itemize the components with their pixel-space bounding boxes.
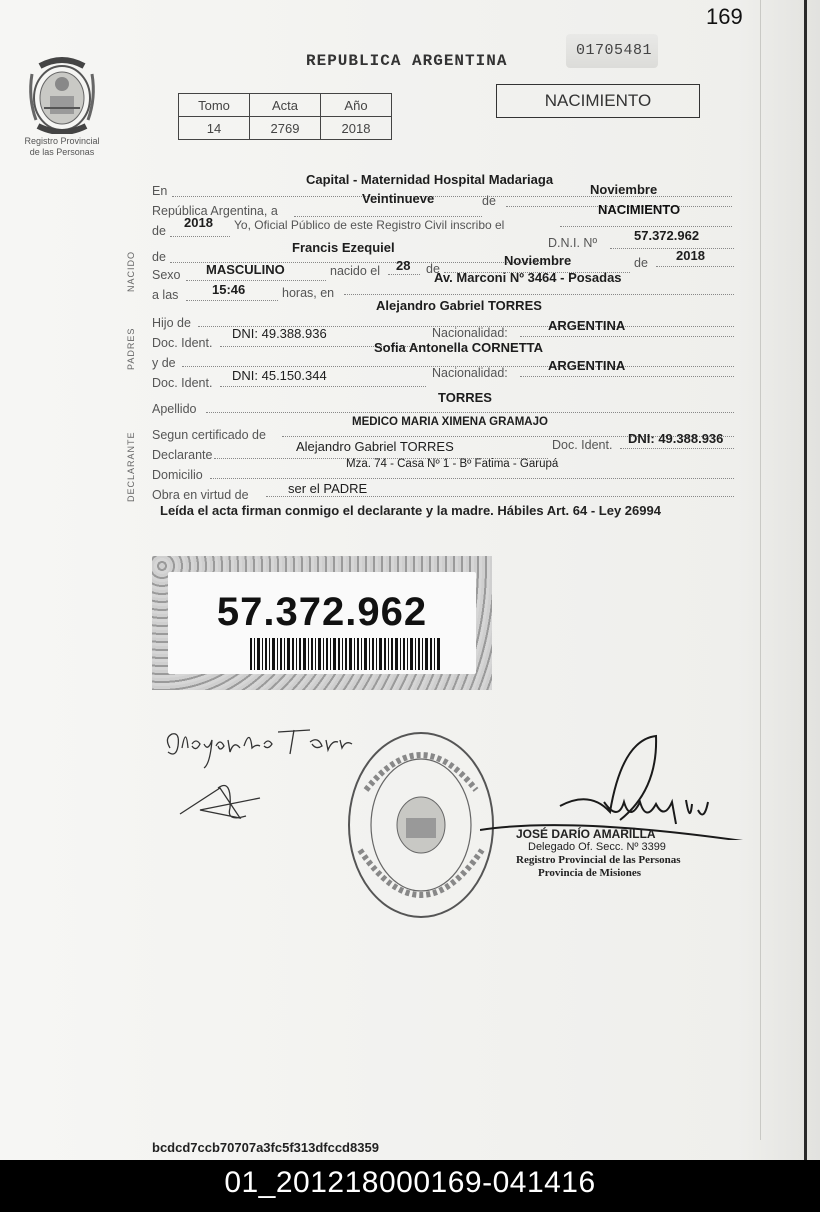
value-declarant-address: Mza. 74 - Casa Nº 1 - Bº Fatima - Garupá: [346, 458, 559, 470]
reference-table: [178, 93, 392, 140]
value-birth-month: Noviembre: [504, 253, 572, 268]
value-sex: MASCULINO: [206, 262, 285, 277]
label-de-year: de: [152, 224, 166, 238]
value-birth-address: Av. Marconi Nº 3464 - Posadas: [434, 270, 622, 285]
label-sexo: Sexo: [152, 268, 181, 282]
label-declarant-doc: Doc. Ident.: [552, 438, 613, 452]
registry-caption-line2: de las Personas: [29, 147, 95, 157]
value-birth-year: 2018: [676, 248, 705, 263]
label-mother-nationality: Nacionalidad:: [432, 366, 508, 380]
value-month: Noviembre: [590, 182, 658, 197]
label-father-doc: Doc. Ident.: [152, 336, 213, 350]
label-oficial-text: Yo, Oficial Público de este Registro Civil inscribo el: [234, 218, 505, 232]
official-stamp: [516, 828, 716, 880]
page-number: 169: [706, 4, 743, 29]
line-birth-year: [656, 266, 734, 267]
official-title: Delegado Of. Secc. Nº 3399: [528, 841, 666, 853]
value-acta: 2769: [250, 117, 321, 140]
dni-sticker: [152, 556, 492, 690]
side-label-declarante: DECLARANTE: [126, 431, 136, 502]
official-registry: Registro Provincial de las Personas: [516, 854, 681, 866]
line-sex: [186, 280, 326, 281]
label-a-las: a las: [152, 288, 179, 302]
label-mother-doc: Doc. Ident.: [152, 376, 213, 390]
reference-table-values: [179, 117, 392, 140]
document-hash: bcdcd7ccb70707a3fc5f313dfccd8359: [152, 1140, 379, 1155]
value-declarant-doc: DNI: 49.388.936: [628, 431, 724, 446]
header-acta: Acta: [250, 94, 321, 117]
serial-number: 01705481: [576, 42, 653, 59]
value-father-nationality: ARGENTINA: [548, 318, 626, 333]
line-surname: [206, 412, 734, 413]
label-dni-no: D.N.I. Nº: [548, 236, 598, 250]
side-label-nacido: NACIDO: [126, 250, 136, 292]
value-child-dni: 57.372.962: [634, 228, 700, 243]
value-year: 2018: [184, 215, 213, 230]
label-nacido-el: nacido el: [330, 264, 381, 278]
value-birth-time: 15:46: [212, 282, 246, 297]
label-apellido: Apellido: [152, 402, 197, 416]
side-label-padres: PADRES: [126, 327, 136, 370]
label-de-name: de: [152, 250, 166, 264]
value-tomo: 14: [179, 117, 250, 140]
declarant-signature: [160, 718, 360, 838]
registry-caption: [14, 136, 110, 158]
label-declarante: Declarante: [152, 448, 213, 462]
value-act-type: NACIMIENTO: [598, 202, 681, 217]
label-obra-virtud: Obra en virtud de: [152, 488, 249, 502]
dni-sticker-number: 57.372.962: [216, 590, 428, 634]
registry-caption-line1: Registro Provincial: [24, 136, 100, 146]
serial-number-box: [566, 34, 658, 68]
value-anio: 2018: [321, 117, 392, 140]
value-birth-day: 28: [396, 258, 411, 273]
record-type-box: NACIMIENTO: [496, 84, 700, 118]
value-certificate-by: MEDICO MARIA XIMENA GRAMAJO: [352, 416, 548, 428]
line-by-virtue: [266, 496, 734, 497]
value-father-doc: DNI: 49.388.936: [232, 326, 327, 341]
line-declarant-doc: [620, 448, 734, 449]
label-segun-certificado: Segun certificado de: [152, 428, 266, 442]
label-hijo-de: Hijo de: [152, 316, 191, 330]
line-year: [170, 236, 230, 237]
value-mother-nationality: ARGENTINA: [548, 358, 626, 373]
country-title: REPUBLICA ARGENTINA: [306, 52, 508, 70]
dni-sticker-inner: [168, 572, 476, 674]
label-father-nationality: Nacionalidad:: [432, 326, 508, 340]
line-declarant-address: [210, 478, 734, 479]
barcode-icon: [250, 638, 440, 670]
label-domicilio: Domicilio: [152, 468, 203, 482]
line-father-nationality: [520, 336, 734, 337]
official-signature: [480, 730, 750, 840]
official-seal: [346, 730, 496, 920]
value-declarant-name: Alejandro Gabriel TORRES: [296, 439, 454, 454]
footer-id: 01_201218000169-041416: [224, 1166, 596, 1199]
label-republica-a: República Argentina, a: [152, 204, 278, 218]
line-mother-doc: [220, 386, 426, 387]
value-child-name: Francis Ezequiel: [292, 240, 395, 255]
value-surname: TORRES: [438, 390, 492, 405]
label-y-de: y de: [152, 356, 176, 370]
value-mother-name: Sofia Antonella CORNETTA: [374, 340, 543, 355]
value-father-name: Alejandro Gabriel TORRES: [376, 298, 542, 313]
margin-line: [760, 0, 761, 1140]
value-by-virtue: ser el PADRE: [288, 481, 368, 496]
line-birth-day: [388, 274, 420, 275]
value-day-words: Veintinueve: [362, 191, 435, 206]
closing-text: Leída el acta firman conmigo el declarante y la madre. Hábiles Art. 64 - Ley 26994: [160, 503, 661, 518]
value-mother-doc: DNI: 45.150.344: [232, 368, 327, 383]
official-name: JOSÉ DARÍO AMARILLA: [516, 827, 656, 841]
line-mother-nationality: [520, 376, 734, 377]
line-birth-time: [186, 300, 278, 301]
line-birth-address: [344, 294, 734, 295]
label-horas-en: horas, en: [282, 286, 335, 300]
line-act-type: [560, 226, 732, 227]
label-de-birth-month: de: [426, 262, 440, 276]
label-en: En: [152, 184, 168, 198]
footer-bar: [0, 1160, 820, 1212]
coat-of-arms-icon: [26, 54, 98, 134]
page-edge: [804, 0, 807, 1160]
line-day: [294, 216, 482, 217]
line-child-dni: [610, 248, 734, 249]
label-de-birth-year: de: [634, 256, 648, 270]
label-de-month: de: [482, 194, 496, 208]
value-place: Capital - Maternidad Hospital Madariaga: [306, 172, 554, 187]
header-tomo: Tomo: [179, 94, 250, 117]
reference-table-header: [179, 94, 392, 117]
official-province: Provincia de Misiones: [538, 867, 642, 879]
header-anio: Año: [321, 94, 392, 117]
